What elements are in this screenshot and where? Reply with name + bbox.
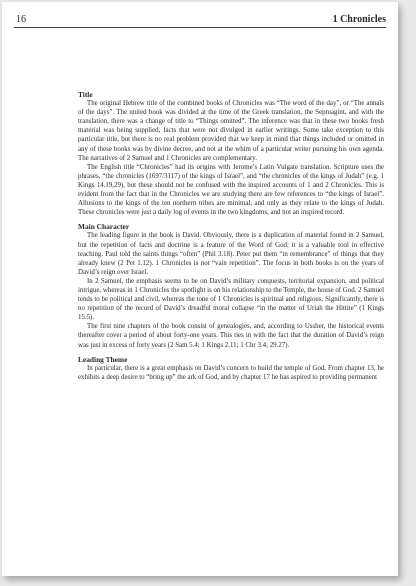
section-main-character xyxy=(78,222,384,349)
page-header xyxy=(14,12,386,28)
running-head: 1 Chronicles xyxy=(332,14,386,25)
header-rule xyxy=(14,27,386,28)
page-body xyxy=(78,90,384,382)
paragraph: The original Hebrew title of the combined books of Chronicles was “The word of the day”, or “The annals of the days”. The united book was divided at the time of the Greek translation, the Septuagint, and with the translation, there was a change of title to “Things omitted”. The inference was that in these two books fresh material was being supplied, facts that were not divulged in earlier writings. Some take exception to this particular title, but there is no real problem provided that we keep in mind that things included or omitted in any of these books was by divine decree, and not at the whim of a particular writer pursuing his own agenda. The narratives of 2 Samuel and 1 Chronicles are complementary. xyxy=(78,100,384,162)
paragraph: The English title “Chronicles” had its origins with Jerome’s Latin Vulgate translation. Scripture uses the phrases, “the chronicles (1697/3117) of the kings of Israel”, and “the chronicles of the kings of Judah” (e.g. 1 Kings 14.19,29), but these should not be confused with the inspired accounts of 1 and 2 Chronicles. This is evident from the fact that in the Chronicles we are studying there are few references to “the kings of Israel”. Allusions to the kings of the ten northern tribes are minimal, and only as they relate to the kings of Judah. These chronicles were just a daily log of events in the two kingdoms, and not an inspired record. xyxy=(78,163,384,217)
book-page xyxy=(2,2,398,576)
section-leading-theme xyxy=(78,355,384,382)
paragraph: In 2 Samuel, the emphasis seems to be on David’s military conquests, territorial expansion, and political intrigue, whereas in 1 Chronicles the spotlight is on his relationship to the Temple, the house of God. 2 Samuel tends to be political and civil, whereas the tone of 1 Chronicles is spiritual and religious. Significantly, there is no repetition of the record of David’s dreadful moral collapse “in the matter of Uriah the Hittite” (1 Kings 15.5). xyxy=(78,277,384,322)
paragraph: In particular, there is a great emphasis on David’s concern to build the temple of God. From chapter 13, he exhibits a deep desire to “bring up” the ark of God, and by chapter 17 he has aspired to providing permanent xyxy=(78,364,384,381)
paragraph: The leading figure in the book is David. Obviously, there is a duplication of material found in 2 Samuel, but the repetition of facts and doctrine is a feature of the Word of God; it is a valuable tool in effective teaching. Paul told the saints things “often” (Phil 3.18). Peter put them “in remembrance” of things that they already knew (2 Pet 1.12). 1 Chronicles is not “vain repetition”. The focus in both books is on the years of David’s reign over Israel. xyxy=(78,232,384,276)
section-heading: Leading Theme xyxy=(78,354,128,364)
page-number: 16 xyxy=(16,14,26,25)
section-heading: Main Character xyxy=(78,222,130,232)
paragraph: The first nine chapters of the book consist of genealogies, and, according to Ussher, the historical events thereafter cover a period of about forty-one years. This ties in with the fact that the duration of David’s reign was just in excess of forty years (2 Sam 5.4; 1 Kings 2.11; 1 Chr 3.4; 29.27). xyxy=(78,323,384,349)
section-title xyxy=(78,90,384,217)
section-heading: Title xyxy=(78,90,93,99)
